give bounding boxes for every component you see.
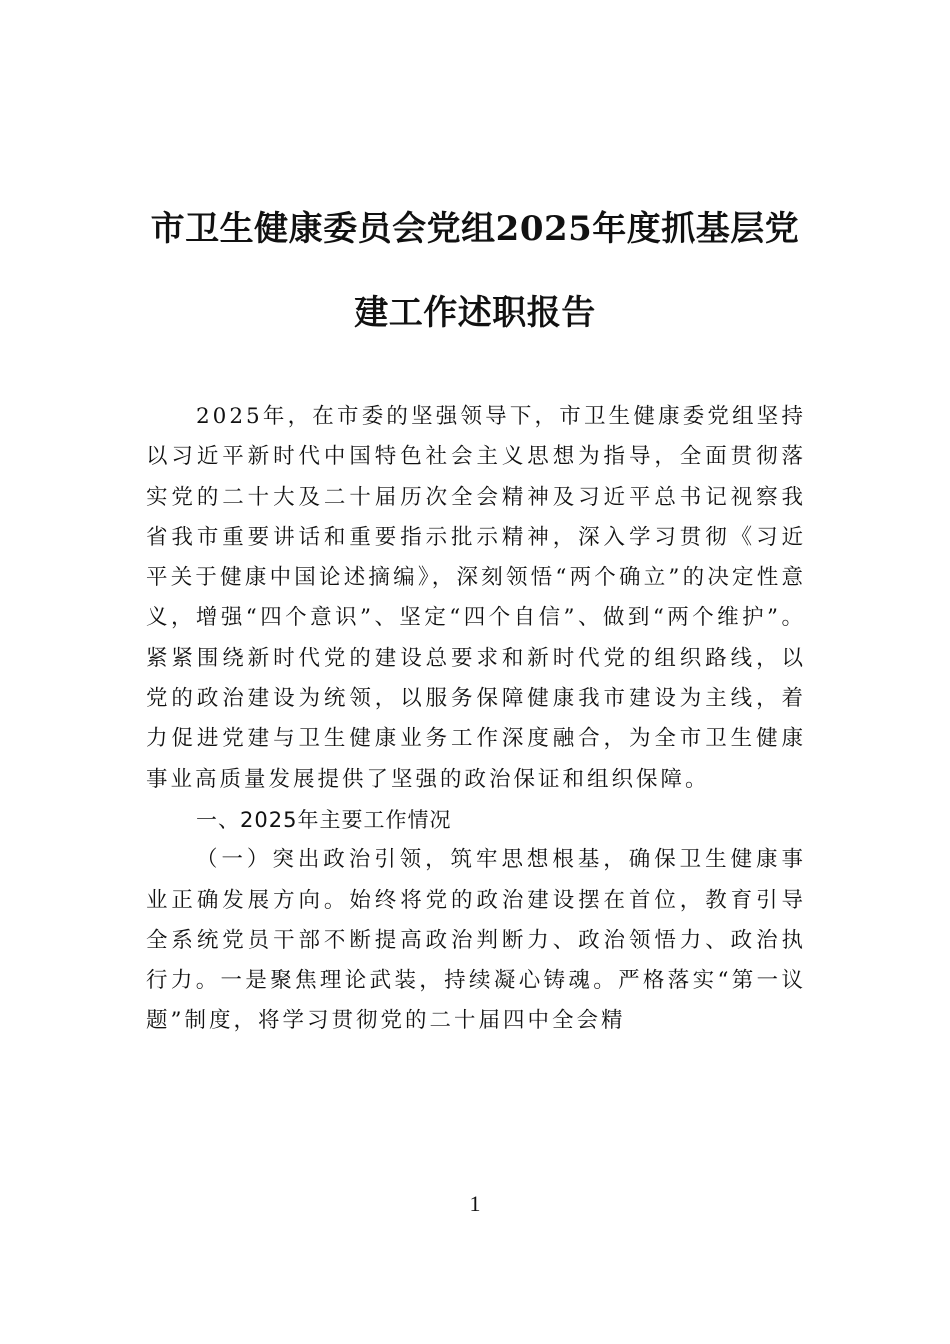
document-title bbox=[120, 187, 830, 355]
intro-paragraph: 2025年，在市委的坚强领导下，市卫生健康委党组坚持以习近平新时代中国特色社会主义思想为指导，全面贯彻落实党的二十大及二十届历次全会精神及习近平总书记视察我省我市重要讲话和重要指示批示精神，深入学习贯彻《习近平关于健康中国论述摘编》，深刻领悟“两个确立”的决定性意义，增强“四个意识”、坚定“四个自信”、做到“两个维护”。紧紧围绕新时代党的建设总要求和新时代党的组织路线，以党的政治建设为统领，以服务保障健康我市建设为主线，着力促进党建与卫生健康业务工作深度融合，为全市卫生健康事业高质量发展提供了坚强的政治保证和组织保障。 bbox=[146, 404, 806, 792]
document-body bbox=[146, 397, 806, 1042]
title-line-2: 建工作述职报告 bbox=[354, 292, 596, 333]
section-heading-1: 一、2025年主要工作情况 bbox=[196, 807, 452, 832]
subsection-lead: （一）突出政治引领，筑牢思想根基，确保卫生健康事业正确发展方向。 bbox=[146, 847, 806, 913]
subsection-paragraph-1 bbox=[146, 840, 806, 1041]
subsection-body: 始终将党的政治建设摆在首位，教育引导全系统党员干部不断提高政治判断力、政治领悟力、政治执行力。一是聚焦理论武装，持续凝心铸魂。严格落实“第一议题”制度，将学习贯彻党的二十届四中全会精 bbox=[146, 887, 806, 1034]
title-line-1: 市卫生健康委员会党组2025年度抓基层党 bbox=[150, 208, 800, 249]
page-number: 1 bbox=[469, 1191, 481, 1216]
